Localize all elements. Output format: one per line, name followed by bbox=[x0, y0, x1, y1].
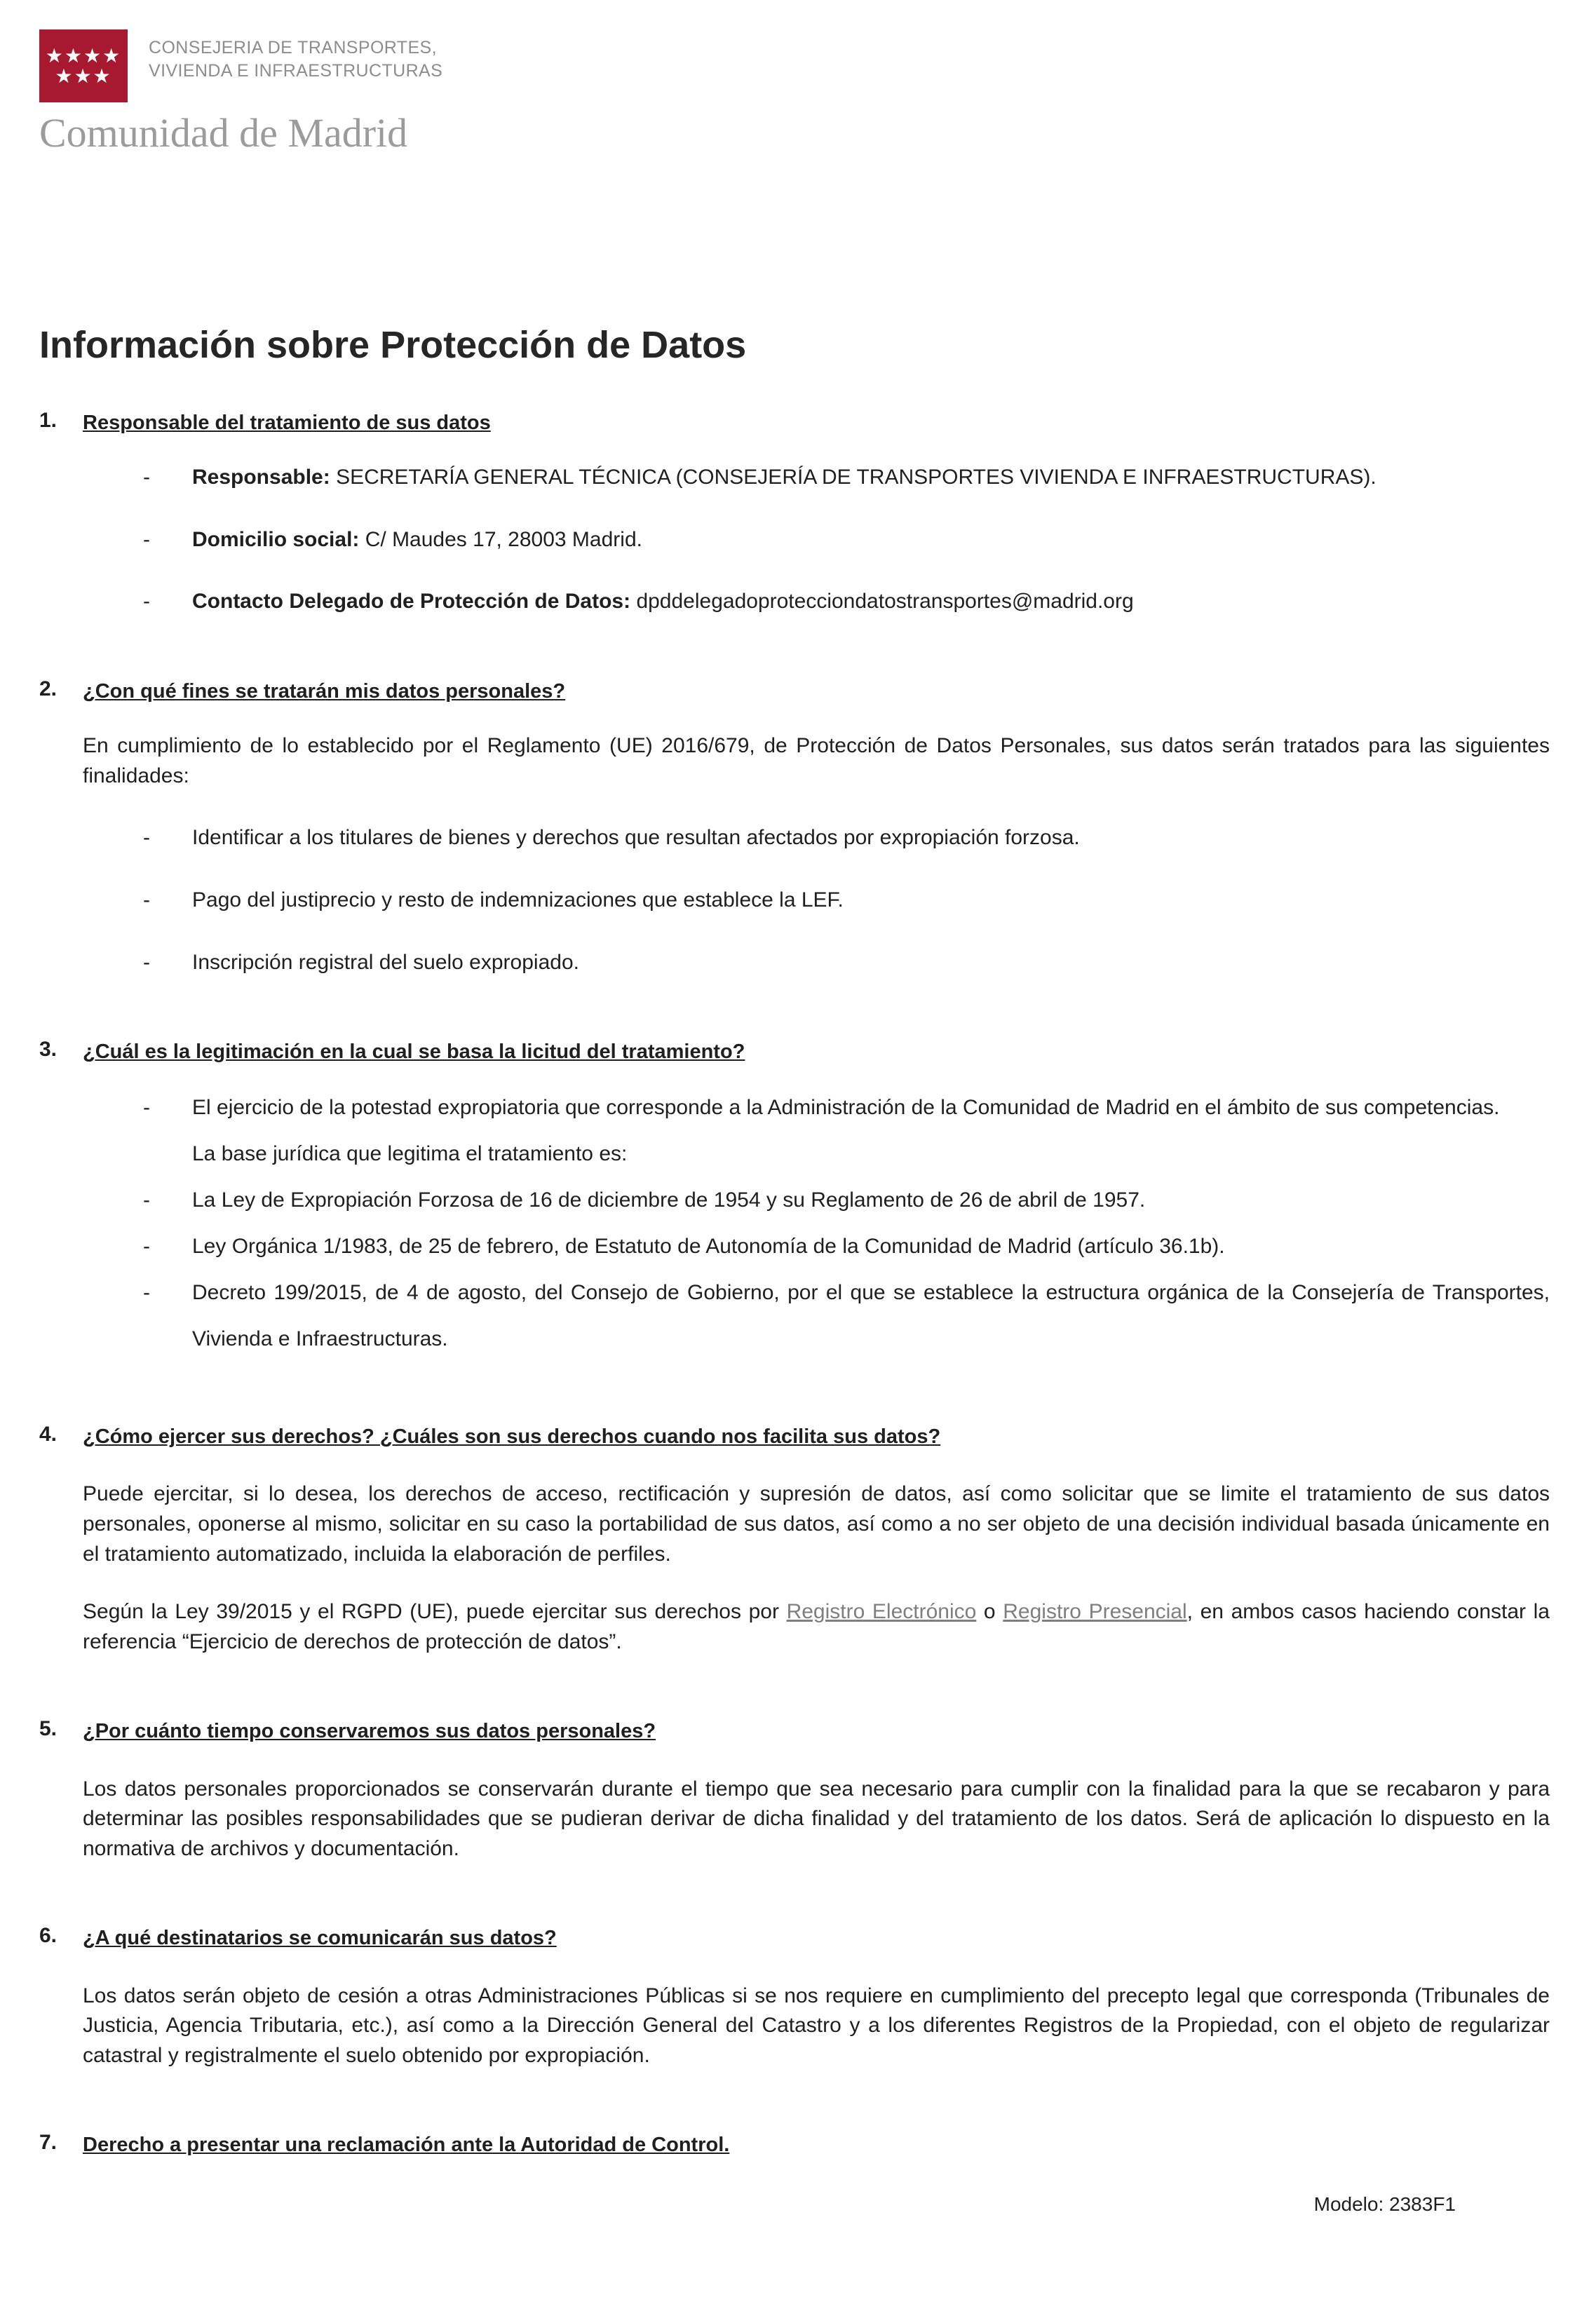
bullet-dash: - bbox=[143, 466, 150, 489]
stars-row-bottom: ★★★ bbox=[55, 65, 112, 87]
section-2-fines bbox=[39, 677, 1550, 977]
list-item bbox=[83, 1224, 1550, 1270]
item-text: El ejercicio de la potestad expropiatoria que corresponde a la Administración de la Comunidad de Madrid en el ámbito de sus competencias. bbox=[192, 1096, 1500, 1120]
section-3-list bbox=[83, 1085, 1550, 1362]
list-item-contacto-dpd bbox=[83, 587, 1550, 617]
bullet-dash: - bbox=[143, 1188, 150, 1212]
list-item bbox=[83, 1270, 1550, 1362]
section-4-derechos bbox=[39, 1423, 1550, 1657]
section-1-number: 1. bbox=[39, 409, 58, 432]
item-label: Responsable: bbox=[192, 466, 330, 489]
stars-row-top: ★★★★ bbox=[45, 44, 122, 67]
list-item bbox=[83, 948, 1550, 978]
section-6-content bbox=[83, 1924, 1550, 2071]
section-2-heading: ¿Con qué fines se tratarán mis datos personales? bbox=[83, 679, 566, 703]
section-2-intro: En cumplimiento de lo establecido por el Reglamento (UE) 2016/679, de Protección de Datos Personales, sus datos serán tratados para las siguientes finalidades: bbox=[83, 734, 1550, 787]
list-item-domicilio bbox=[83, 525, 1550, 555]
paragraph-text: o bbox=[976, 1600, 1003, 1624]
department-line-2: VIVIENDA E INFRAESTRUCTURAS bbox=[149, 60, 443, 81]
section-2-number: 2. bbox=[39, 677, 58, 700]
paragraph-text: , en ambos casos haciendo constar la referencia “Ejercicio de derechos de protección de datos”. bbox=[83, 1600, 1550, 1653]
item-text: La Ley de Expropiación Forzosa de 16 de diciembre de 1954 y su Reglamento de 26 de abril de 1957. bbox=[192, 1188, 1146, 1212]
department-name bbox=[149, 29, 442, 82]
comunidad-de-madrid-wordmark: Comunidad de Madrid bbox=[39, 110, 408, 156]
item-text: Decreto 199/2015, de 4 de agosto, del Consejo de Gobierno, por el que se establece la estructura orgánica de la Consejería de Transportes, Vivienda e Infraestructuras. bbox=[192, 1281, 1550, 1351]
item-text: Pago del justiprecio y resto de indemnizaciones que establece la LEF. bbox=[192, 888, 844, 911]
section-6-destinatarios bbox=[39, 1924, 1550, 2071]
section-1-responsable bbox=[39, 409, 1550, 617]
bullet-dash: - bbox=[143, 527, 150, 551]
section-5-heading: ¿Por cuánto tiempo conservaremos sus datos personales? bbox=[83, 1720, 656, 1743]
bullet-dash: - bbox=[143, 1281, 150, 1305]
item-label: Contacto Delegado de Protección de Datos: bbox=[192, 590, 631, 614]
section-3-heading: ¿Cuál es la legitimación en la cual se basa la licitud del tratamiento? bbox=[83, 1041, 745, 1064]
item-text bbox=[192, 463, 1550, 493]
bullet-dash: - bbox=[143, 888, 150, 911]
section-4-content bbox=[83, 1423, 1550, 1657]
section-4-paragraph-2 bbox=[83, 1597, 1550, 1657]
section-1-heading: Responsable del tratamiento de sus datos bbox=[83, 412, 491, 434]
bullet-dash: - bbox=[143, 590, 150, 614]
item-value: C/ Maudes 17, 28003 Madrid. bbox=[365, 527, 642, 551]
logo-block bbox=[39, 29, 1550, 102]
section-5-number: 5. bbox=[39, 1717, 58, 1741]
section-7-heading: Derecho a presentar una reclamación ante la Autoridad de Control. bbox=[83, 2134, 730, 2157]
bullet-dash: - bbox=[143, 950, 150, 974]
section-4-paragraph-1: Puede ejercitar, si lo desea, los derechos de acceso, rectificación y supresión de datos, así como solicitar que se limite el tratamiento de sus datos personales, oponerse al mismo, solicitar en su caso la portabilidad de sus datos, así como a no ser objeto de una decisión individual basada únicamente en el tratamiento automatizado, incluida la elaboración de perfiles. bbox=[83, 1482, 1550, 1566]
item-value: dpddelegadoprotecciondatostransportes@madrid.org bbox=[636, 590, 1134, 614]
list-item bbox=[83, 1177, 1550, 1224]
section-5-content bbox=[83, 1717, 1550, 1864]
registro-presencial-link[interactable]: Registro Presencial bbox=[1003, 1600, 1187, 1624]
section-5-paragraph: Los datos personales proporcionados se conservarán durante el tiempo que sea necesario para cumplir con la finalidad para la que se recabaron y para determinar las posibles responsabilidades que se pudieran derivar de dicha finalidad y del tratamiento de los datos. Será de aplicación lo dispuesto en la normativa de archivos y documentación. bbox=[83, 1777, 1550, 1860]
section-6-heading: ¿A qué destinatarios se comunicarán sus datos? bbox=[83, 1927, 557, 1950]
document-header bbox=[39, 29, 1550, 156]
section-1-content bbox=[83, 409, 1550, 617]
item-text bbox=[192, 525, 1550, 555]
department-line-1: CONSEJERIA DE TRANSPORTES, bbox=[149, 38, 437, 57]
item-label: Domicilio social: bbox=[192, 527, 360, 551]
section-6-paragraph: Los datos serán objeto de cesión a otras Administraciones Públicas si se nos requiere en cumplimiento del precepto legal que corresponda (Tribunales de Justicia, Agencia Tributaria, etc.), así como a la Dirección General del Catastro y a los diferentes Registros de la Propiedad, con el objeto de regularizar catastral y registralmente el suelo obtenido por expropiación. bbox=[83, 1984, 1550, 2067]
section-4-number: 4. bbox=[39, 1423, 58, 1446]
section-3-number: 3. bbox=[39, 1038, 58, 1062]
section-3-content bbox=[83, 1038, 1550, 1362]
item-value: SECRETARÍA GENERAL TÉCNICA (CONSEJERÍA DE TRANSPORTES VIVIENDA E INFRAESTRUCTURAS). bbox=[336, 466, 1377, 489]
list-item-responsable bbox=[83, 463, 1550, 493]
section-3-legitimacion bbox=[39, 1038, 1550, 1362]
section-6-number: 6. bbox=[39, 1924, 58, 1948]
section-4-heading: ¿Cómo ejercer sus derechos? ¿Cuáles son sus derechos cuando nos facilita sus datos? bbox=[83, 1425, 941, 1449]
list-item bbox=[83, 1085, 1550, 1131]
item-text: Identificar a los titulares de bienes y derechos que resultan afectados por expropiación forzosa. bbox=[192, 826, 1080, 850]
page-title: Información sobre Protección de Datos bbox=[39, 324, 747, 366]
item-text: Ley Orgánica 1/1983, de 25 de febrero, de Estatuto de Autonomía de la Comunidad de Madrid (artículo 36.1b). bbox=[192, 1235, 1225, 1259]
bullet-dash: - bbox=[143, 1096, 150, 1120]
bullet-dash: - bbox=[143, 1235, 150, 1259]
bullet-dash: - bbox=[143, 826, 150, 850]
stars-icon bbox=[46, 46, 121, 87]
section-5-conservacion bbox=[39, 1717, 1550, 1864]
list-item bbox=[83, 823, 1550, 853]
section-2-content bbox=[83, 677, 1550, 977]
paragraph-text: Según la Ley 39/2015 y el RGPD (UE), puede ejercitar sus derechos por bbox=[83, 1600, 787, 1624]
section-7-content bbox=[83, 2131, 1550, 2160]
item-text: Inscripción registral del suelo expropiado. bbox=[192, 950, 579, 974]
registro-electronico-link[interactable]: Registro Electrónico bbox=[786, 1600, 977, 1624]
list-item bbox=[83, 886, 1550, 916]
section-7-reclamacion bbox=[39, 2131, 1550, 2160]
model-reference: Modelo: 2383F1 bbox=[1313, 2193, 1456, 2215]
section-3-note: La base jurídica que legitima el tratamiento es: bbox=[192, 1142, 628, 1166]
comunidad-de-madrid-flag-icon bbox=[39, 29, 128, 102]
item-text bbox=[192, 587, 1550, 617]
section-7-number: 7. bbox=[39, 2131, 58, 2155]
